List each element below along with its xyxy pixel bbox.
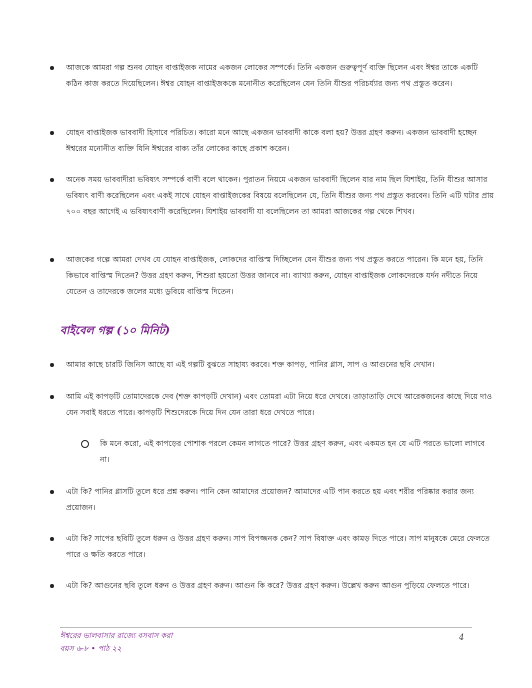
intro-bullet-1 xyxy=(66,60,496,92)
bullet-text: আমার কাছে চারটি জিনিস আছে যা এই গল্পটি বুঝতে সাহায্য করবে। শক্ত কাপড়, পানির গ্লাস, সাপ ও আগুনের ছবি দেখান। xyxy=(66,360,435,369)
bullet-dot-icon xyxy=(50,258,54,262)
bullet-dot-icon xyxy=(50,395,54,399)
bullet-text: এটা কি? সাপের ছবিটি তুলে ধরুন ও উত্তর গ্রহণ করুন। সাপ বিপজ্জনক কেন? সাপ বিষাক্ত এবং কামড় দিতে পারে। সাপ মানুষকে মেরে ফেলতে পারে ও ক্ষতি করতে পারে। xyxy=(66,534,490,559)
bullet-dot-icon xyxy=(50,584,54,588)
bullet-text: অনেক সময় ভাববাদীরা ভবিষ্যৎ সম্পর্কে বাণী বলে থাকেন। পুরাতন নিয়মে একজন ভাববাদী ছিলেন যার নাম ছিল যিশাইয়, তিনি যীশুর আসার ভবিষ্যৎ বাণী করেছিলেন এবং একই সাথে যোহন বাপ্তাইজকের বিষয়ে বলেছিলেন যে, তিনি যীশুর জন্য পথ প্রস্তুত করবেন। তিনি এটি ঘটার প্রায় ৭০০ বছর আগেই এ ভবিষ্যৎবাণী করেছিলেন। যিশাইয় ভাববাদী যা বলেছিলেন তা আমরা আজকের গল্প থেকে শিখব। xyxy=(66,175,494,216)
sub-bullet-text: কি মনে করো, এই কাপড়ের পোশাক পরলে কেমন লাগতে পারে? উত্তর গ্রহণ করুন, এবং একমত হন যে এটি পরতে ভালো লাগবে না। xyxy=(100,439,485,464)
bullet-text: এটা কি? আগুনের ছবি তুলে ধরুন ও উত্তর গ্রহণ করুন। আগুন কি করে? উত্তর গ্রহণ করুন। উল্লেখ করুন আগুন পুড়িয়ে ফেলতে পারে। xyxy=(66,581,470,590)
bullet-dot-icon xyxy=(50,178,54,182)
story-bullet-5 xyxy=(66,578,496,594)
footer-divider xyxy=(60,627,472,628)
bullet-text: আজকের গল্পে আমরা দেখব যে যোহন বাপ্তাইজক, লোকদের বাপ্তিস্ম দিচ্ছিলেন যেন যীশুর জন্য পথ প্রস্তুত করতে পারেন। কি মনে হয়, তিনি কিভাবে বাপ্তিস্ম দিতেন? উত্তর গ্রহণ করুন, শিশুরা হয়তো উত্তর জানবে না। ব্যাখ্যা করুন, যোহন বাপ্তাইজক লোকদেরকে যর্দন নদীতে নিয়ে যেতেন ও তাদেরকে জলের মধ্যে ডুবিয়ে বাপ্তিস্ম দিতেন। xyxy=(66,255,484,296)
bullet-text: আমি এই কাপড়টি তোমাদেরকে দেব (শক্ত কাপড়টি দেখান) এবং তোমরা এটা নিয়ে ধরে দেখবে। তাড়াতাড়ি দেখে আরেকজনের কাছে দিয়ে দাও যেন সবাই ধরতে পারে। কাপড়টি শিশুদেরকে দিয়ে দিন যেন তারা ধরে দেখতে পারে। xyxy=(66,392,492,417)
footer-title: ঈশ্বরের ভালবাসার রাজ্যে বসবাস করা xyxy=(60,631,173,640)
story-bullet-3 xyxy=(66,484,496,516)
section-title: বাইবেল গল্প (১০ মিনিট) xyxy=(60,324,170,337)
bullet-dot-icon xyxy=(50,131,54,135)
story-sub-bullet xyxy=(100,436,496,468)
bullet-text: এটা কি? পানির গ্লাসটি তুলে ধরে প্রশ্ন করুন। পানি কেন আমাদের প্রয়োজন? আমাদের এটি পান করতে হয় এবং শরীর পরিষ্কার করার জন্য প্রয়োজন। xyxy=(66,487,474,512)
bullet-dot-icon xyxy=(50,363,54,367)
story-bullet-1 xyxy=(66,357,496,373)
footer-subtitle: বয়স ৬-৮ • পাঠ ২২ xyxy=(60,644,122,653)
intro-bullet-3 xyxy=(66,172,496,220)
bullet-text: যোহন বাপ্তাইজক ভাববাদী হিসাবে পরিচিত। কারো মনে আছে একজন ভাববাদী কাকে বলা হয়? উত্তর গ্রহণ করুন। একজন ভাববাদী হচ্ছেন ঈশ্বরের মনোনীত ব্যক্তি যিনি ঈশ্বরের বাক্য তাঁর লোকের কাছে প্রকাশ করেন। xyxy=(66,128,477,153)
bullet-text: আজকে আমরা গল্প শুনব যোহন বাপ্তাইজক নামের একজন লোকের সম্পর্কে। তিনি একজন গুরুত্বপূর্ণ ব্যক্তি ছিলেন এবং ঈশ্বর তাকে একটি কঠিন কাজ করতে দিয়েছিলেন। ঈশ্বর যোহন বাপ্তাইজককে মনোনীত করেছিলেন যেন তিনি যীশুর পরিচর্য্যার জন্য পথ প্রস্তুত করেন। xyxy=(66,63,478,88)
intro-bullet-2 xyxy=(66,125,496,157)
bullet-dot-icon xyxy=(50,66,54,70)
bullet-dot-icon xyxy=(50,537,54,541)
bullet-dot-icon xyxy=(50,490,54,494)
intro-bullet-4 xyxy=(66,252,496,300)
story-bullet-4 xyxy=(66,531,496,563)
page-number: 4 xyxy=(459,633,465,642)
hollow-bullet-icon xyxy=(81,440,89,448)
story-bullet-2 xyxy=(66,389,496,421)
